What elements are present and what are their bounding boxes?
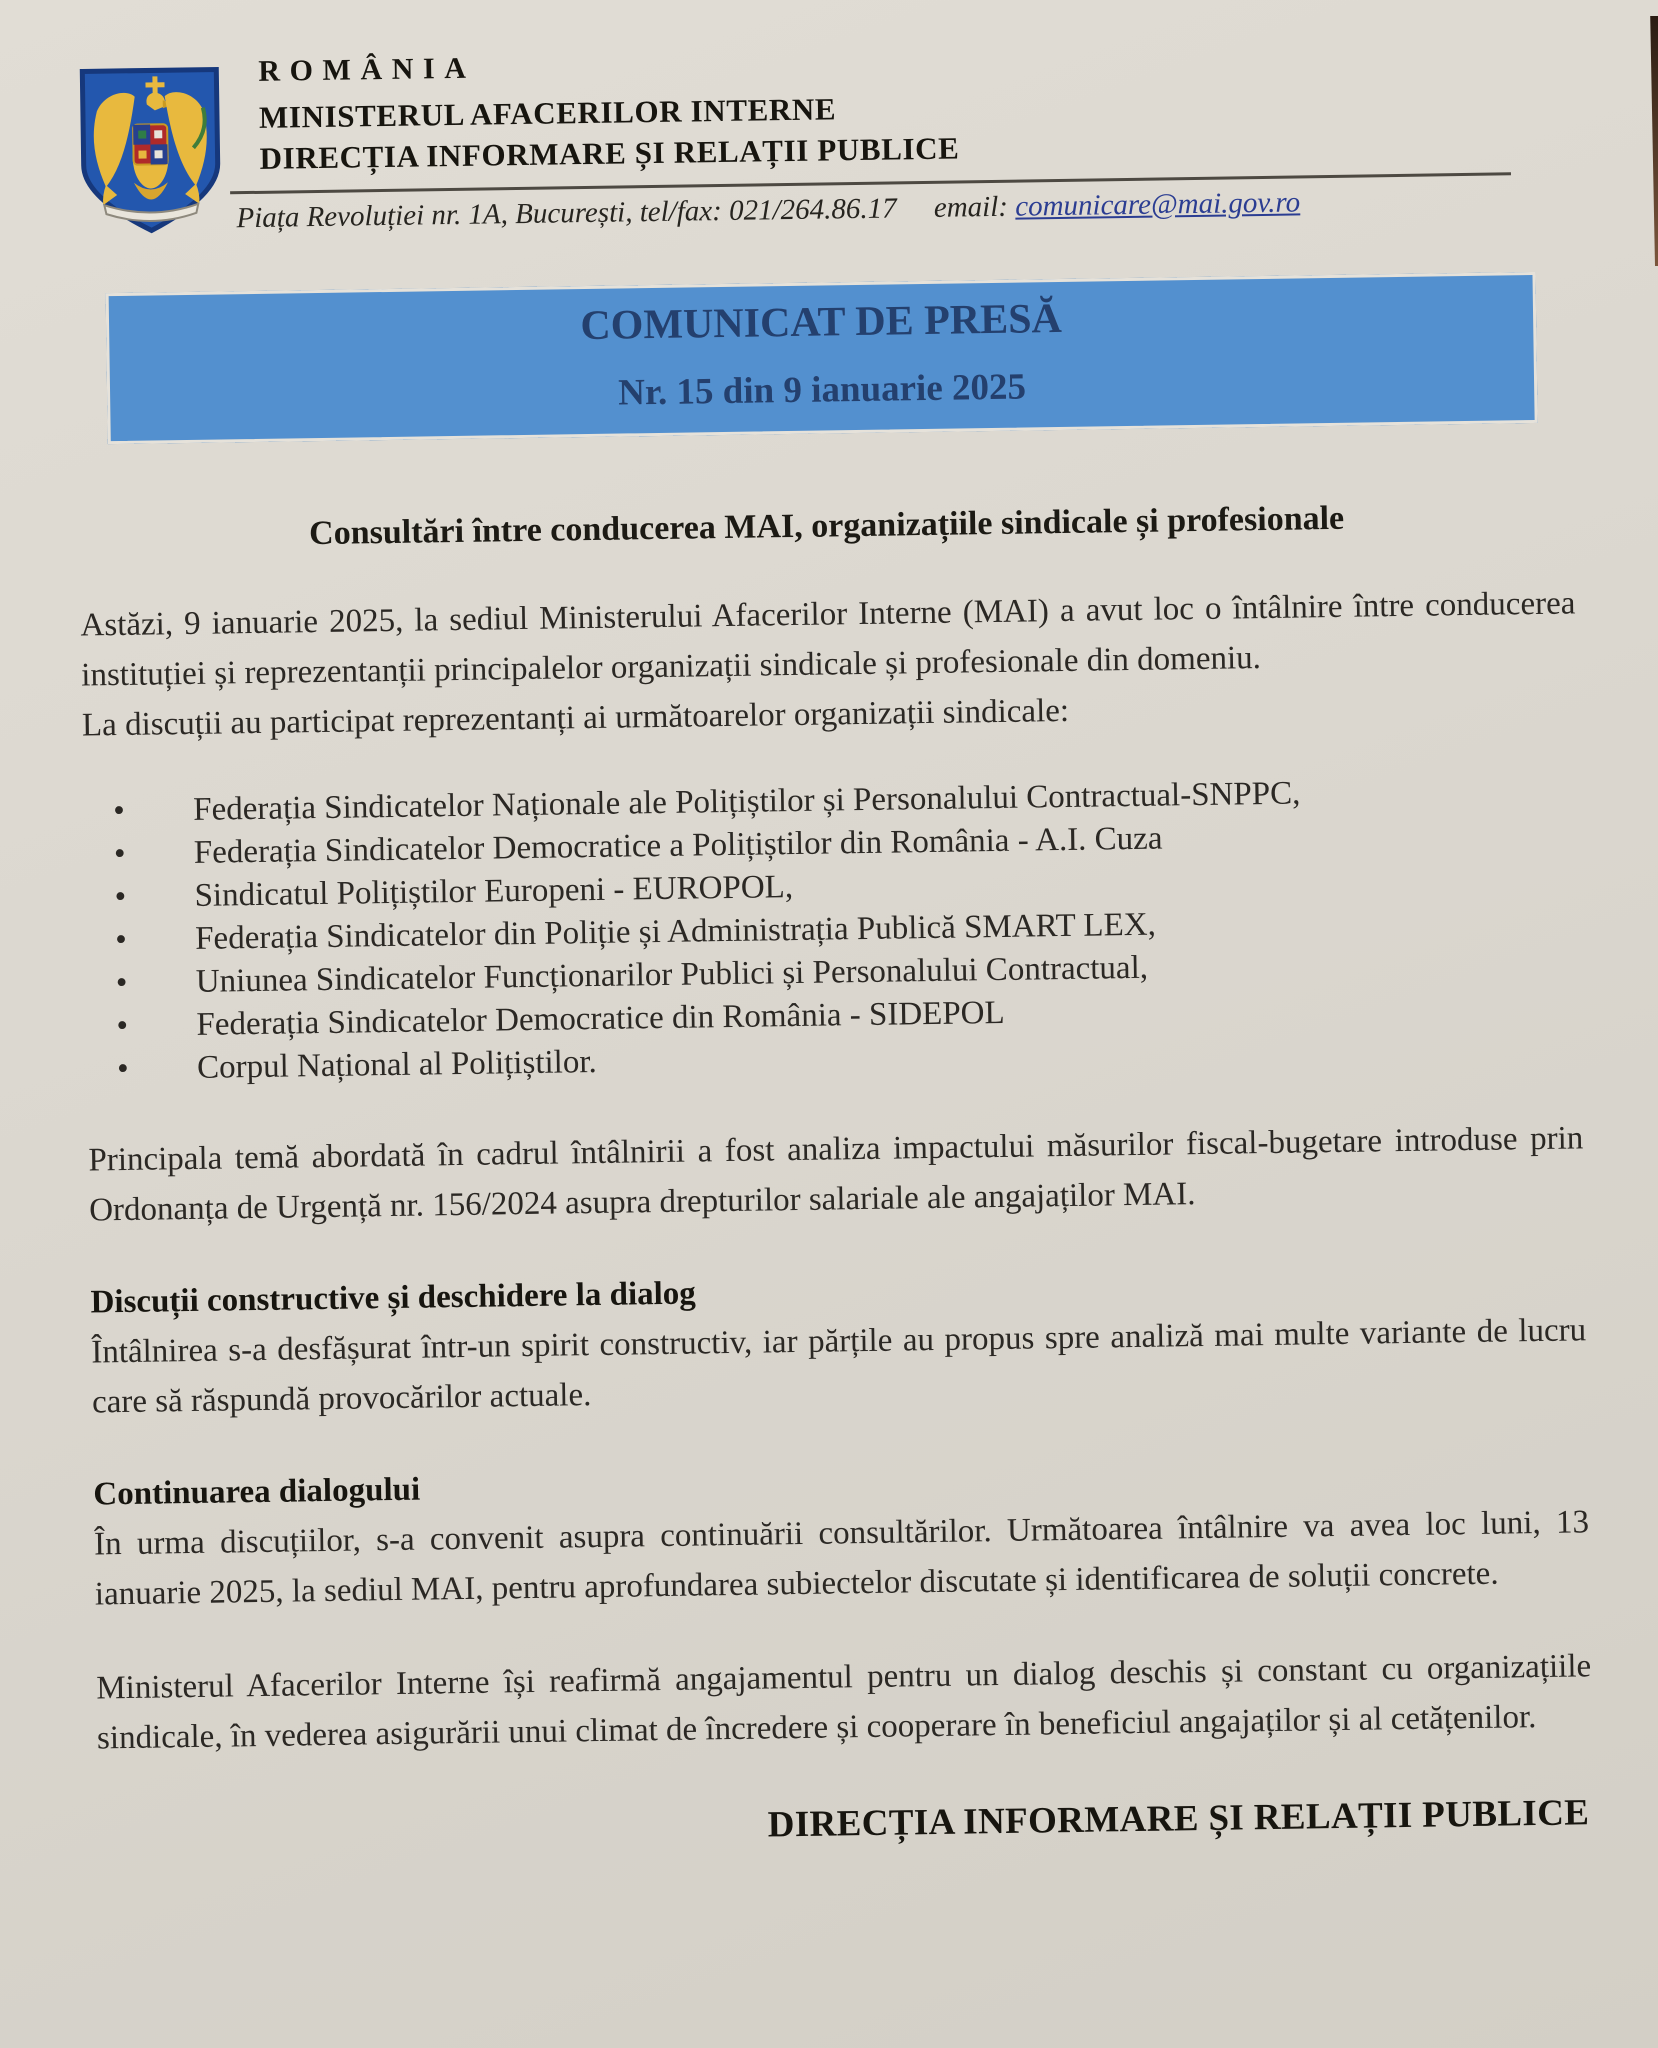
section-heading: Continuarea dialogului [93, 1471, 421, 1513]
list-item: • Sindicatul Polițiștilor Europeni - EUROPOL, [84, 854, 1579, 919]
list-item: • Uniunea Sindicatelor Funcționarilor Publici și Personalului Contractual, [86, 940, 1581, 1005]
section-paragraph: În urma discuțiilor, s-a convenit asupra continuării consultărilor. Următoarea întâlnire va avea loc luni, 13 ianuarie 2025, la sediul MAI, pentru aprofundarea subiectelor discutate și identificarea de soluții concrete. [93, 1504, 1590, 1613]
email-link[interactable]: comunicare@mai.gov.ro [1014, 186, 1301, 223]
list-intro-line: La discuții au participat reprezentanți ai următoarelor organizații sindicale: [81, 692, 1070, 744]
email-label: email: [933, 190, 1009, 224]
country-name: ROMÂNIA [258, 51, 476, 88]
section-constructive-talks [90, 1255, 1587, 1427]
theme-paragraph: Principala temă abordată în cadrul întâlnirii a fost analiza impactului măsurilor fiscal-bugetare introduse prin Ordonanța de Urgență nr. 156/2024 asupra drepturilor salariale ale angajaților MAI. [88, 1120, 1584, 1229]
department-name: DIRECȚIA INFORMARE ȘI RELAȚII PUBLICE [259, 130, 960, 176]
section-paragraph: Întâlnirea s-a desfășurat într-un spirit constructiv, iar părțile au propus spre analiză mai multe variante de lucru care să răspundă provocărilor actuale. [91, 1312, 1587, 1421]
signature-department: DIRECȚIA INFORMARE ȘI RELAȚII PUBLICE [767, 1792, 1590, 1846]
closing-paragraph: Ministerul Afacerilor Interne își reafirmă angajamentul pentru un dialog deschis și constant cu organizațiile sindicale, în vederea asigurării unui climat de încredere și cooperare în beneficiul angajaților și al cetățenilor. [96, 1648, 1592, 1757]
press-release-title: COMUNICAT DE PRESĂ [580, 295, 1063, 350]
list-item: • Federația Sindicatelor Democratice din România - SIDEPOL [86, 983, 1581, 1048]
union-list [83, 768, 1582, 1091]
ministry-name: MINISTERUL AFACERILOR INTERNE [258, 91, 837, 135]
postal-address: Piața Revoluției nr. 1A, București, tel/fax: 021/264.86.17 [236, 192, 897, 235]
list-item: • Federația Sindicatelor Naționale ale Polițiștilor și Personalului Contractual-SNPPC, [83, 768, 1578, 833]
romania-coat-of-arms-icon [74, 63, 227, 237]
section-heading: Discuții constructive și deschidere la dialog [90, 1275, 697, 1321]
list-item: • Corpul Național al Polițiștilor. [87, 1026, 1582, 1091]
document-body [79, 496, 1594, 1856]
press-release-number: Nr. 15 din 9 ianuarie 2025 [617, 366, 1027, 414]
list-item: • Federația Sindicatelor din Poliție și Administrația Publică SMART LEX, [85, 897, 1580, 962]
press-release-banner [106, 272, 1538, 444]
section-dialog-continuation [93, 1447, 1590, 1619]
letterhead [72, 35, 1570, 245]
intro-paragraph: Astăzi, 9 ianuarie 2025, la sediul Ministerului Afacerilor Interne (MAI) a avut loc o întâlnire între conducerea instituției și reprezentanții principalelor organizații sindicale și profesionale din domeniu. [80, 585, 1576, 694]
list-item: • Federația Sindicatelor Democratice a Polițiștilor din România - A.I. Cuza [84, 811, 1579, 876]
document-title: Consultări între conducerea MAI, organizațiile sindicale și profesionale [308, 499, 1345, 553]
